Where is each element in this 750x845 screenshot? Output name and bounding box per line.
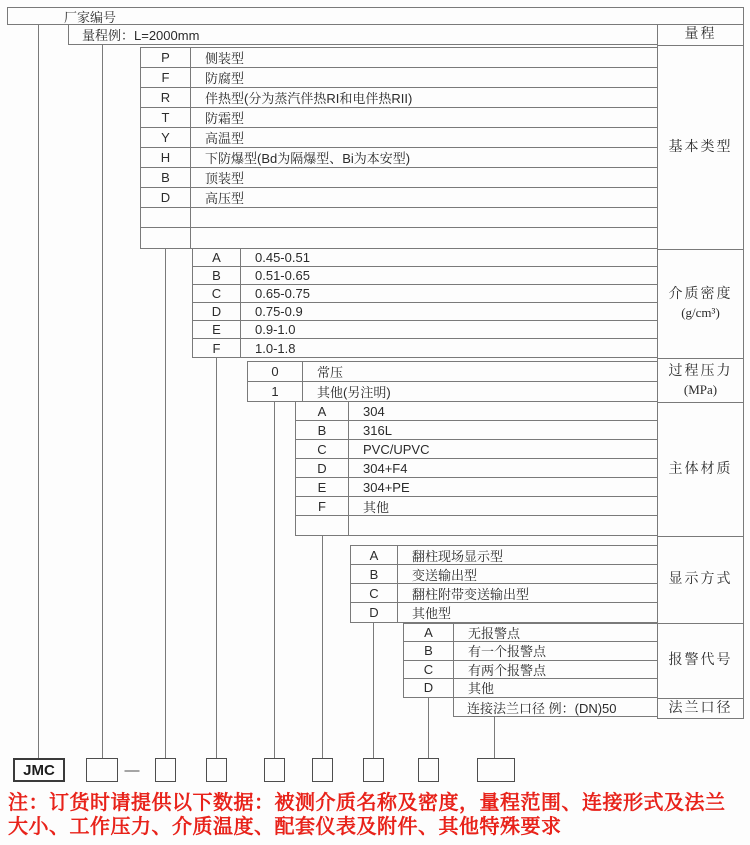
- connector-line-flange: [494, 716, 495, 758]
- table-row: E 304+PE: [296, 478, 657, 497]
- code-box-pressure: [264, 758, 285, 782]
- table-row: C PVC/UPVC: [296, 440, 657, 459]
- table-row: H 下防爆型(Bd为隔爆型、Bi为本安型): [141, 148, 657, 168]
- body-material-table: [295, 401, 658, 536]
- table-row: C 有两个报警点: [404, 661, 657, 679]
- label-basic-type: 基本类型: [658, 46, 743, 250]
- table-row: B 顶装型: [141, 168, 657, 188]
- ordering-note-line2: 大小、工作压力、介质温度、配套仪表及附件、其他特殊要求: [8, 816, 562, 838]
- model-prefix-box: JMC: [13, 758, 65, 782]
- table-row: B 0.51-0.65: [193, 267, 657, 285]
- basic-type-table: [140, 47, 658, 249]
- flange-size-row: [453, 697, 658, 717]
- table-row: 1 其他(另注明): [248, 382, 657, 402]
- connector-line-pressure: [274, 401, 275, 758]
- table-row: E 0.9-1.0: [193, 321, 657, 339]
- connector-line-display: [373, 622, 374, 758]
- table-row: D 其他型: [351, 603, 657, 622]
- table-row-empty: [141, 208, 657, 228]
- connector-line-material: [322, 535, 323, 758]
- table-row: D 其他: [404, 679, 657, 697]
- code-box-display: [363, 758, 384, 782]
- connector-line-alarm: [428, 697, 429, 758]
- manufacturer-number-label: 厂家编号: [64, 9, 117, 25]
- table-row: C 0.65-0.75: [193, 285, 657, 303]
- label-process-pressure: 过程压力 (MPa): [658, 359, 743, 403]
- table-row: D 304+F4: [296, 459, 657, 478]
- code-box-density: [206, 758, 227, 782]
- connector-line-range: [102, 44, 103, 758]
- table-row: T 防霜型: [141, 108, 657, 128]
- manufacturer-number-row: [7, 7, 744, 25]
- code-box-flange: [477, 758, 515, 782]
- table-row: C 翻柱附带变送输出型: [351, 584, 657, 603]
- process-pressure-table: [247, 361, 658, 402]
- table-row: D 0.75-0.9: [193, 303, 657, 321]
- ordering-note: [8, 791, 748, 839]
- table-row: D 高压型: [141, 188, 657, 208]
- table-row: A 304: [296, 402, 657, 421]
- label-body-material: 主体材质: [658, 403, 743, 537]
- range-example-row: [68, 24, 658, 45]
- model-code-separator: —: [124, 761, 140, 779]
- table-row: B 有一个报警点: [404, 642, 657, 660]
- table-row: A 翻柱现场显示型: [351, 546, 657, 565]
- code-box-material: [312, 758, 333, 782]
- connector-line-manufacturer: [38, 24, 39, 758]
- label-range: 量程: [658, 25, 743, 46]
- table-row: A 0.45-0.51: [193, 249, 657, 267]
- table-row-empty: [141, 228, 657, 248]
- table-row: A 无报警点: [404, 624, 657, 642]
- label-flange-size: 法兰口径: [668, 700, 733, 716]
- range-example-text: 量程例：L=2000mm: [82, 28, 200, 43]
- table-row-empty: [296, 516, 657, 535]
- label-alarm-code: 报警代号: [658, 624, 743, 699]
- table-row: F 1.0-1.8: [193, 339, 657, 357]
- connector-line-density: [216, 357, 217, 758]
- code-box-basic-type: [155, 758, 176, 782]
- code-box-alarm: [418, 758, 439, 782]
- table-row: P 侧装型: [141, 48, 657, 68]
- label-display-mode: 显示方式: [658, 537, 743, 624]
- ordering-note-line1: 注：订货时请提供以下数据：被测介质名称及密度，量程范围、连接形式及法兰: [8, 792, 726, 814]
- alarm-code-table: [403, 623, 658, 698]
- table-row: B 变送输出型: [351, 565, 657, 584]
- category-label-column: [657, 24, 744, 719]
- table-row: F 其他: [296, 497, 657, 516]
- medium-density-table: [192, 248, 658, 358]
- table-row: F 防腐型: [141, 68, 657, 88]
- code-box-range: [86, 758, 118, 782]
- table-row: B 316L: [296, 421, 657, 440]
- label-medium-density: 介质密度 (g/cm³): [658, 250, 743, 359]
- table-row: Y 高温型: [141, 128, 657, 148]
- table-row: 0 常压: [248, 362, 657, 382]
- table-row: R 伴热型(分为蒸汽伴热RI和电伴热RII): [141, 88, 657, 108]
- flange-size-text: 连接法兰口径 例：(DN)50: [467, 700, 617, 716]
- connector-line-basic-type: [165, 248, 166, 758]
- display-mode-table: [350, 545, 658, 623]
